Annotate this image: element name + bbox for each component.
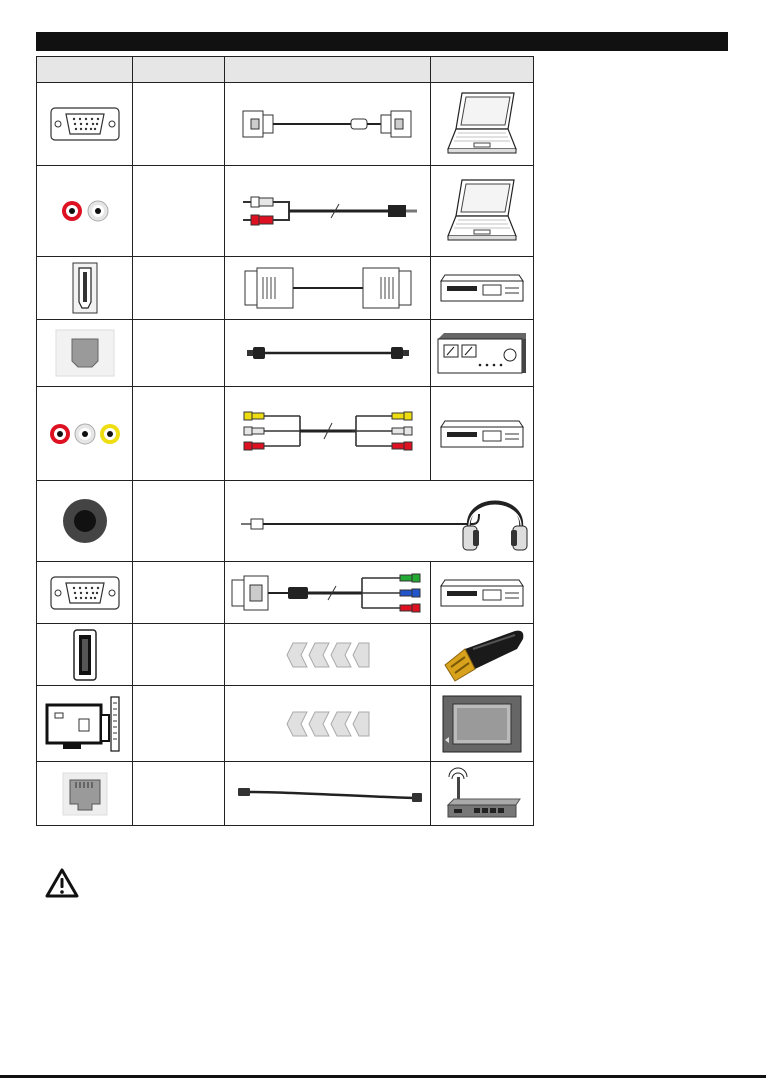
laptop-icon bbox=[442, 176, 522, 246]
connection-table bbox=[36, 56, 534, 826]
connector-cell bbox=[37, 481, 133, 562]
vga-to-component-cable-icon bbox=[228, 568, 428, 618]
section-header-bar bbox=[36, 32, 728, 51]
usb-stick-icon bbox=[437, 627, 527, 683]
table-row bbox=[37, 624, 534, 686]
hdmi-port-icon bbox=[72, 262, 98, 314]
table-row bbox=[37, 481, 534, 562]
optical-port-icon bbox=[55, 329, 115, 377]
headphones-icon bbox=[463, 503, 527, 551]
connector-cell bbox=[37, 686, 133, 762]
table-header-row bbox=[37, 57, 534, 83]
composite-av-cable-icon bbox=[230, 403, 426, 465]
table-row bbox=[37, 762, 534, 826]
composite-av-port-icon bbox=[47, 419, 123, 449]
optical-cable-icon bbox=[233, 333, 423, 373]
type-cell bbox=[133, 624, 225, 686]
type-cell bbox=[133, 166, 225, 257]
av-player-icon bbox=[439, 417, 525, 451]
device-cell bbox=[431, 624, 534, 686]
device-cell bbox=[431, 387, 534, 481]
header-connector bbox=[37, 57, 133, 83]
device-cell bbox=[431, 320, 534, 387]
headphone-jack-icon bbox=[60, 496, 110, 546]
table-row bbox=[37, 686, 534, 762]
cable-cell bbox=[225, 686, 431, 762]
connector-cell bbox=[37, 562, 133, 624]
device-cell bbox=[431, 166, 534, 257]
vga-port-icon bbox=[50, 107, 120, 141]
connector-cell bbox=[37, 762, 133, 826]
cable-cell bbox=[225, 762, 431, 826]
audio-rca-port-icon bbox=[55, 196, 115, 226]
header-device bbox=[431, 57, 534, 83]
cable-cell bbox=[225, 624, 431, 686]
connector-cell bbox=[37, 257, 133, 320]
cable-cell bbox=[225, 320, 431, 387]
amplifier-icon bbox=[436, 331, 528, 375]
vga-cable-icon bbox=[233, 99, 423, 149]
type-cell bbox=[133, 481, 225, 562]
connector-cell bbox=[37, 83, 133, 166]
connector-cell bbox=[37, 624, 133, 686]
table-row bbox=[37, 166, 534, 257]
type-cell bbox=[133, 562, 225, 624]
av-player-icon bbox=[439, 271, 525, 305]
cable-cell bbox=[225, 83, 431, 166]
cable-device-cell bbox=[225, 481, 534, 562]
type-cell bbox=[133, 686, 225, 762]
header-cable bbox=[225, 57, 431, 83]
av-player-icon bbox=[439, 576, 525, 610]
cable-cell bbox=[225, 257, 431, 320]
connector-cell bbox=[37, 387, 133, 481]
cable-cell bbox=[225, 166, 431, 257]
usb-port-icon bbox=[73, 629, 97, 681]
insert-arrows-icon bbox=[285, 640, 371, 670]
hdmi-cable-icon bbox=[233, 263, 423, 313]
device-cell bbox=[431, 562, 534, 624]
table-row bbox=[37, 320, 534, 387]
connector-cell bbox=[37, 166, 133, 257]
type-cell bbox=[133, 83, 225, 166]
headphone-cable-icon bbox=[229, 488, 529, 554]
table-row bbox=[37, 562, 534, 624]
cable-cell bbox=[225, 562, 431, 624]
device-cell bbox=[431, 762, 534, 826]
device-cell bbox=[431, 257, 534, 320]
laptop-icon bbox=[442, 89, 522, 159]
vga-port-icon bbox=[50, 576, 120, 610]
device-cell bbox=[431, 686, 534, 762]
type-cell bbox=[133, 257, 225, 320]
device-cell bbox=[431, 83, 534, 166]
warning-triangle-icon bbox=[44, 867, 80, 899]
ethernet-port-icon bbox=[62, 772, 108, 816]
type-cell bbox=[133, 320, 225, 387]
rca-to-jack-cable-icon bbox=[233, 186, 423, 236]
router-icon bbox=[440, 765, 524, 823]
insert-arrows-icon bbox=[285, 709, 371, 739]
table-row bbox=[37, 257, 534, 320]
ci-slot-icon bbox=[45, 695, 125, 753]
cable-cell bbox=[225, 387, 431, 481]
connector-cell bbox=[37, 320, 133, 387]
type-cell bbox=[133, 762, 225, 826]
table-row bbox=[37, 387, 534, 481]
header-type bbox=[133, 57, 225, 83]
ethernet-cable-icon bbox=[230, 774, 426, 814]
cam-module-icon bbox=[441, 694, 523, 754]
type-cell bbox=[133, 387, 225, 481]
table-row bbox=[37, 83, 534, 166]
